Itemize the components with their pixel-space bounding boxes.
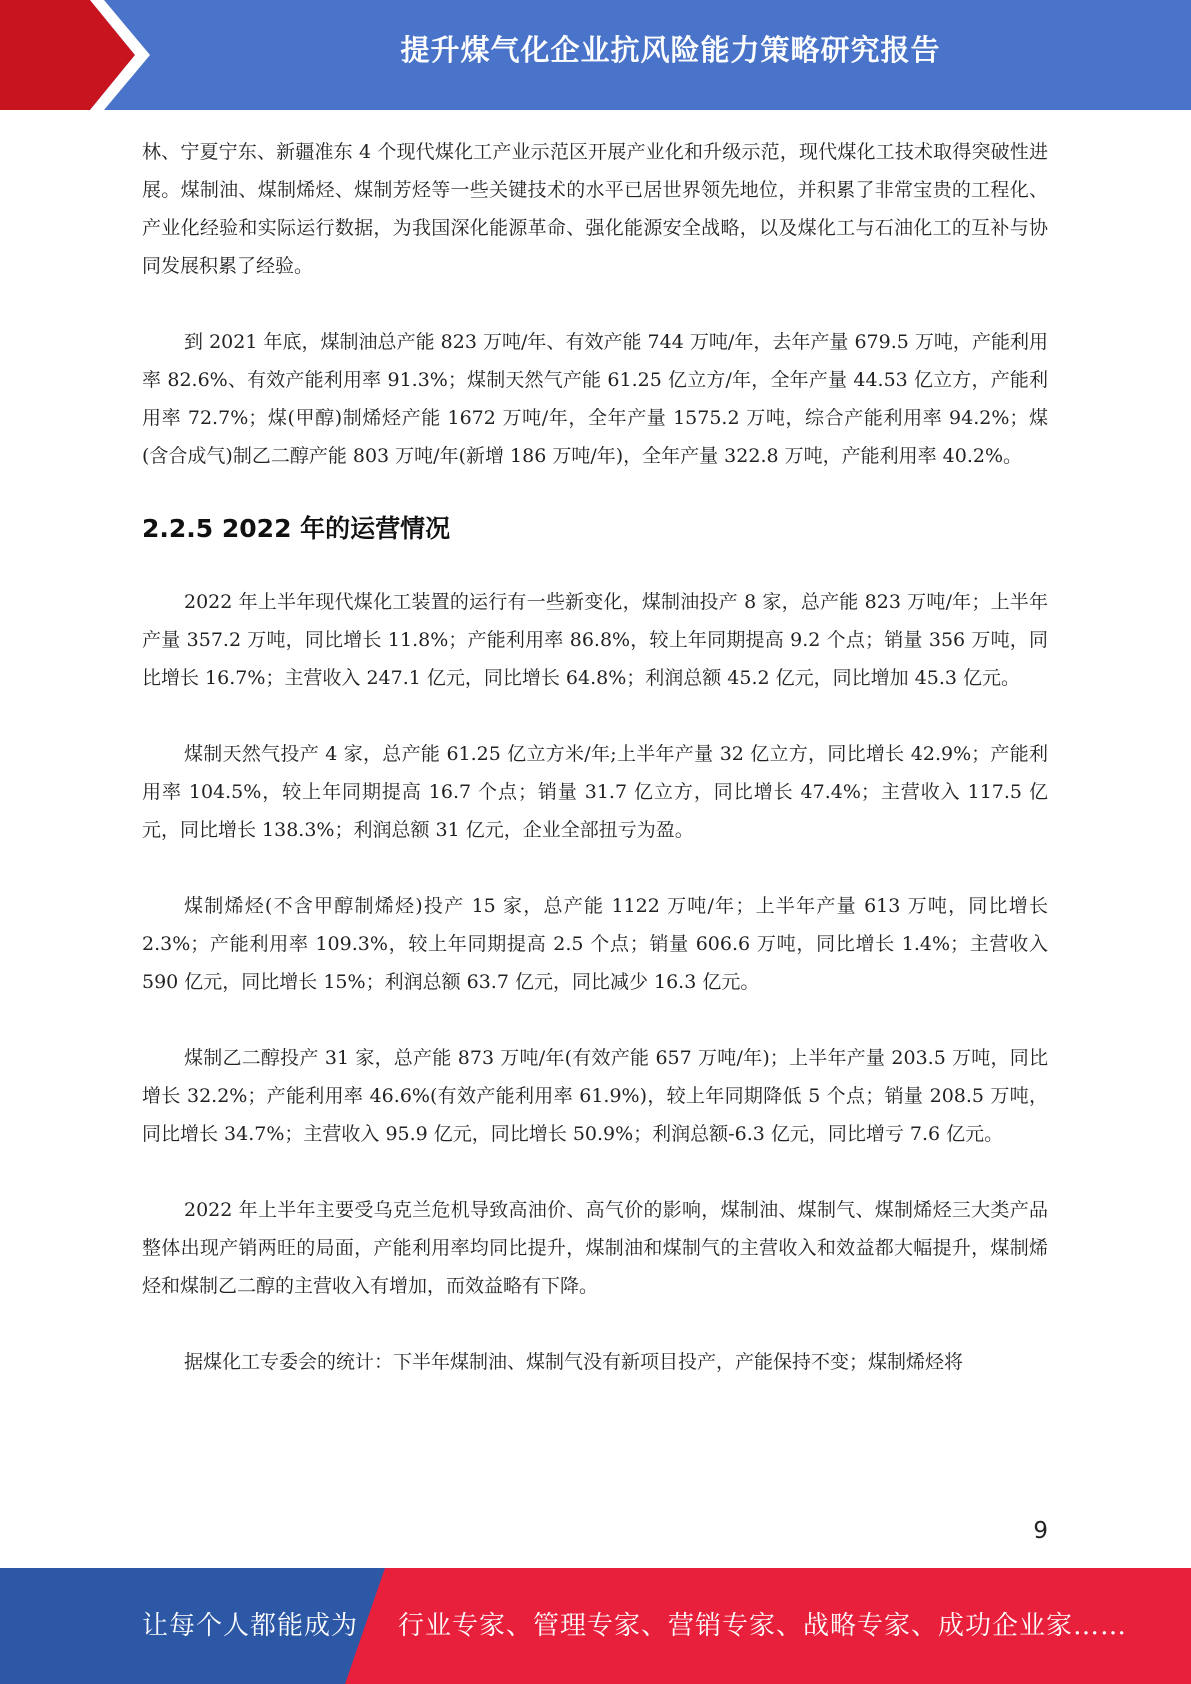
body-paragraph: 煤制乙二醇投产 31 家，总产能 873 万吨/年(有效产能 657 万吨/年)；上半年产量 203.5 万吨，同比增长 32.2%；产能利用率 46.6%(有效产能利用率 61.9%)，较上年同期降低 5 个点；销量 208.5 万吨，同比增长 34.7%；主营收入 95.9 亿元，同比增长 50.9%；利润总额-6.3 亿元，同比增亏 7.6 亿元。 [142,1047,1048,1145]
body-paragraph: 2022 年上半年现代煤化工装置的运行有一些新变化，煤制油投产 8 家，总产能 823 万吨/年；上半年产量 357.2 万吨，同比增长 11.8%；产能利用率 86.8%，较上年同期提高 9.2 个点；销量 356 万吨，同比增长 16.7%；主营收入 247.1 亿元，同比增长 64.8%；利润总额 45.2 亿元，同比增加 45.3 亿元。 [142,591,1048,689]
body-paragraph: 据煤化工专委会的统计：下半年煤制油、煤制气没有新项目投产，产能保持不变；煤制烯烃将 [184,1351,964,1373]
body-paragraph: 煤制烯烃(不含甲醇制烯烃)投产 15 家，总产能 1122 万吨/年；上半年产量 613 万吨，同比增长 2.3%；产能利用率 109.3%，较上年同期提高 2.5 个点；销量 606.6 万吨，同比增长 1.4%；主营收入 590 亿元，同比增长 15%；利润总额 63.7 亿元，同比减少 16.3 亿元。 [142,895,1048,993]
page-footer [0,1568,1191,1684]
section-heading: 2.2.5 2022 年的运营情况 [142,514,451,543]
page-number: 9 [1033,1518,1048,1544]
body-paragraph: 2022 年上半年主要受乌克兰危机导致高油价、高气价的影响，煤制油、煤制气、煤制烯烃三大类产品整体出现产销两旺的局面，产能利用率均同比提升，煤制油和煤制气的主营收入和效益都大幅提升，煤制烯烃和煤制乙二醇的主营收入有增加，而效益略有下降。 [142,1199,1048,1297]
body-paragraph: 到 2021 年底，煤制油总产能 823 万吨/年、有效产能 744 万吨/年，去年产量 679.5 万吨，产能利用率 82.6%、有效产能利用率 91.3%；煤制天然气产能 61.25 亿立方/年，全年产量 44.53 亿立方，产能利用率 72.7%；煤(甲醇)制烯烃产能 1672 万吨/年，全年产量 1575.2 万吨，综合产能利用率 94.2%；煤(含合成气)制乙二醇产能 803 万吨/年(新增 186 万吨/年)，全年产量 322.8 万吨，产能利用率 40.2%。 [142,331,1048,467]
page-content [142,133,1048,1381]
footer-slogan-left: 让每个人都能成为 [142,1611,359,1641]
body-paragraph: 林、宁夏宁东、新疆准东 4 个现代煤化工产业示范区开展产业化和升级示范，现代煤化工技术取得突破性进展。煤制油、煤制烯烃、煤制芳烃等一些关键技术的水平已居世界领先地位，并积累了非常宝贵的工程化、产业化经验和实际运行数据，为我国深化能源革命、强化能源安全战略，以及煤化工与石油化工的互补与协同发展积累了经验。 [142,141,1048,277]
body-paragraph: 煤制天然气投产 4 家，总产能 61.25 亿立方米/年;上半年产量 32 亿立方，同比增长 42.9%；产能利用率 104.5%，较上年同期提高 16.7 个点；销量 31.7 亿立方，同比增长 47.4%；主营收入 117.5 亿元，同比增长 138.3%；利润总额 31 亿元，企业全部扭亏为盈。 [142,743,1048,841]
report-title: 提升煤气化企业抗风险能力策略研究报告 [400,33,941,67]
header-arrow-decoration [0,0,160,110]
footer-slogan-right: 行业专家、管理专家、营销专家、战略专家、成功企业家…… [398,1611,1128,1641]
page-header [0,0,1191,110]
